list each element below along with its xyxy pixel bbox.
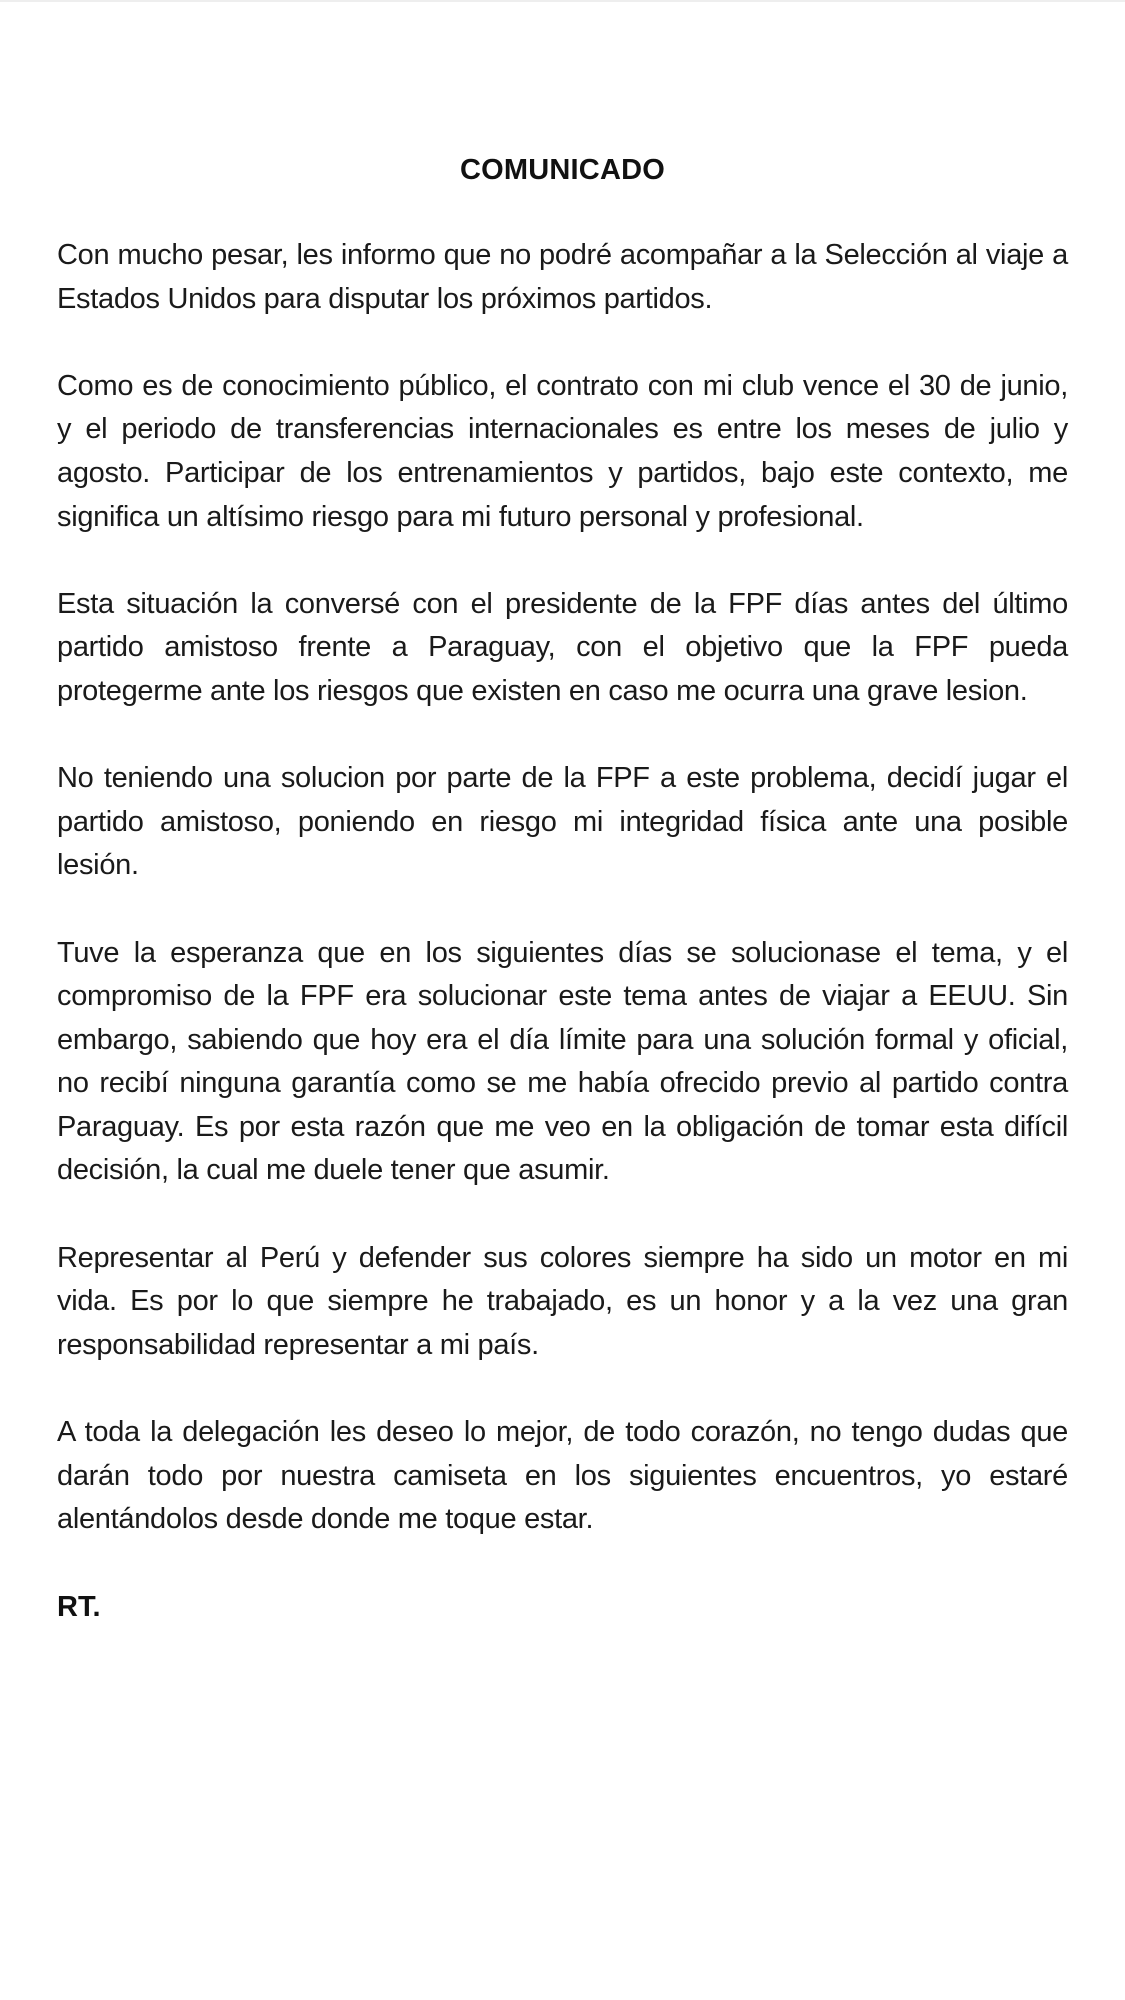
paragraph-farewell: A toda la delegación les deseo lo mejor, de todo corazón, no tengo dudas que darán todo por nuestra camiseta en los siguientes encuentros, yo estaré alentándolos desde donde me toque estar. bbox=[57, 1416, 1068, 1536]
top-border bbox=[0, 0, 1125, 2]
paragraph-conversation: Esta situación la conversé con el presidente de la FPF días antes del último partido amistoso frente a Paraguay, con el objetivo que la FPF pueda protegerme ante los riesgos que existen en caso me ocurra una grave lesion. bbox=[57, 587, 1068, 707]
statement-document bbox=[57, 148, 1068, 1629]
document-title: COMUNICADO bbox=[460, 154, 665, 186]
paragraph-decision: Tuve la esperanza que en los siguientes días se solucionase el tema, y el compromiso de la FPF era solucionar este tema antes de viajar a EEUU. Sin embargo, sabiendo que hoy era el día límite para una solución formal y oficial, no recibí ninguna garantía como se me había ofrecido previo al partido contra Paraguay. Es por esta razón que me veo en la obligación de tomar esta difícil decisión, la cual me duele tener que asumir. bbox=[57, 936, 1068, 1187]
paragraph-friendly-match: No teniendo una solucion por parte de la FPF a este problema, decidí jugar el partido amistoso, poniendo en riesgo mi integridad física ante una posible lesión. bbox=[57, 762, 1068, 882]
paragraph-contract: Como es de conocimiento público, el contrato con mi club vence el 30 de junio, y el periodo de transferencias internacionales es entre los meses de julio y agosto. Participar de los entrenamientos y partidos, bajo este contexto, me significa un altísimo riesgo para mi futuro personal y profesional. bbox=[57, 369, 1068, 533]
paragraph-intro: Con mucho pesar, les informo que no podré acompañar a la Selección al viaje a Estados Unidos para disputar los próximos partidos. bbox=[57, 239, 1068, 315]
signature: RT. bbox=[57, 1591, 101, 1624]
paragraph-representation: Representar al Perú y defender sus colores siempre ha sido un motor en mi vida. Es por lo que siempre he trabajado, es un honor y a la vez una gran responsabilidad representar a mi país. bbox=[57, 1241, 1068, 1361]
